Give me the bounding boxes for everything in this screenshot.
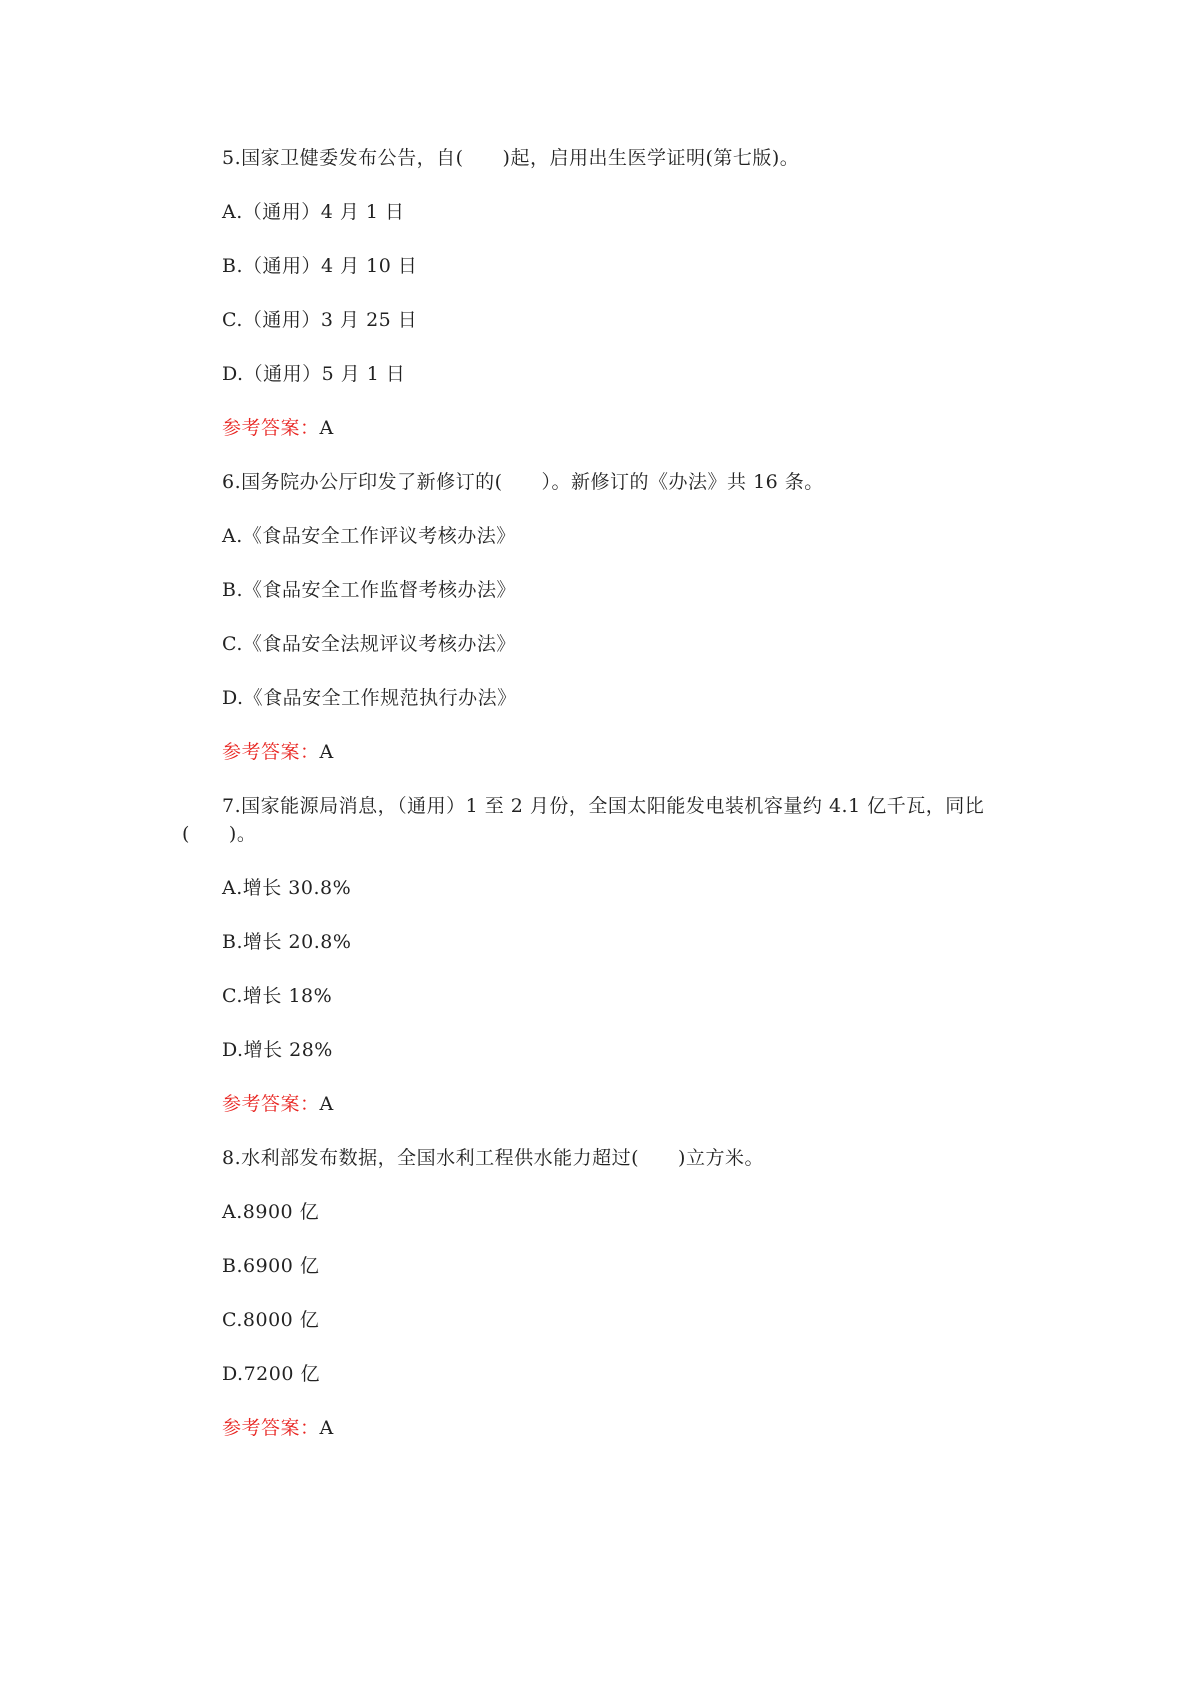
question-7-option-c: C.增长 18%	[222, 985, 333, 1007]
answer-label: 参考答案：	[222, 1093, 320, 1115]
question-6-answer	[222, 738, 334, 766]
question-6-stem: 6.国务院办公厅印发了新修订的( ）。新修订的《办法》共 16 条。	[222, 471, 824, 493]
question-5-option-c: C.（通用）3 月 25 日	[222, 309, 418, 331]
question-6-option-a: A.《食品安全工作评议考核办法》	[222, 525, 516, 547]
question-7-option-a: A.增长 30.8%	[222, 877, 352, 899]
question-7-option-d: D.增长 28%	[222, 1039, 333, 1061]
question-5-option-a: A.（通用）4 月 1 日	[222, 201, 405, 223]
question-8-answer	[222, 1414, 334, 1442]
question-5-stem: 5.国家卫健委发布公告，自( )起，启用出生医学证明(第七版)。	[222, 147, 800, 169]
question-8-option-a: A.8900 亿	[222, 1201, 320, 1223]
question-7-option-b: B.增长 20.8%	[222, 931, 352, 953]
answer-value: A	[319, 417, 334, 439]
answer-value: A	[319, 741, 334, 763]
question-8-option-d: D.7200 亿	[222, 1363, 320, 1385]
question-6-option-b: B.《食品安全工作监督考核办法》	[222, 579, 517, 601]
answer-value: A	[319, 1093, 334, 1115]
answer-label: 参考答案：	[222, 1417, 320, 1439]
answer-label: 参考答案：	[222, 417, 320, 439]
question-5-option-b: B.（通用）4 月 10 日	[222, 255, 418, 277]
question-5-option-d: D.（通用）5 月 1 日	[222, 363, 406, 385]
question-7-answer	[222, 1090, 334, 1118]
answer-label: 参考答案：	[222, 741, 320, 763]
question-8-option-c: C.8000 亿	[222, 1309, 320, 1331]
question-7-stem: 7.国家能源局消息，（通用）1 至 2 月份，全国太阳能发电装机容量约 4.1 亿千瓦，同比( )。	[182, 795, 985, 845]
question-8-option-b: B.6900 亿	[222, 1255, 320, 1277]
question-8-stem: 8.水利部发布数据，全国水利工程供水能力超过( )立方米。	[222, 1147, 764, 1169]
answer-value: A	[319, 1417, 334, 1439]
question-6-option-c: C.《食品安全法规评议考核办法》	[222, 633, 516, 655]
question-6-option-d: D.《食品安全工作规范执行办法》	[222, 687, 517, 709]
question-5-answer	[222, 414, 334, 442]
